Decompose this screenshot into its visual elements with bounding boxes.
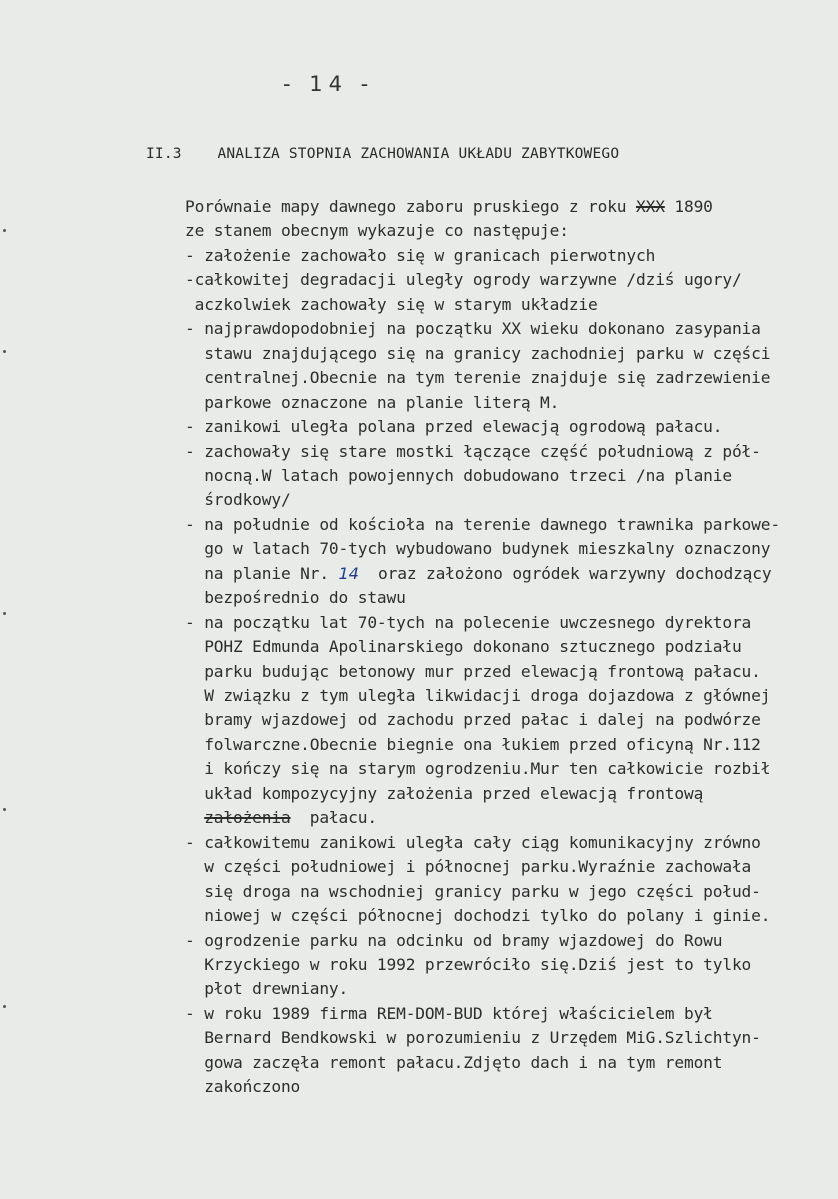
text-line: Bernard Bendkowski w porozumieniu z Urzędem MiG.Szlichtyn- <box>185 1028 761 1047</box>
text-line: - na początku lat 70-tych na polecenie uwczesnego dyrektora <box>185 613 752 632</box>
text-line: - założenie zachowało się w granicach pierwotnych <box>185 246 656 265</box>
binding-hole-mark <box>3 612 6 615</box>
text-line: - zanikowi uległa polana przed elewacją ogrodową pałacu. <box>185 417 723 436</box>
text-line: folwarczne.Obecnie biegnie ona łukiem przed oficyną Nr.112 <box>185 735 761 754</box>
text-line: bramy wjazdowej od zachodu przed pałac i dalej na podwórze <box>185 710 761 729</box>
text-line: -całkowitej degradacji uległy ogrody warzywne /dziś ugory/ <box>185 270 742 289</box>
binding-hole-mark <box>3 1005 6 1008</box>
text-line: aczkolwiek zachowały się w starym układzie <box>185 295 598 314</box>
text-line: - zachowały się stare mostki łączące część południową z pół- <box>185 442 761 461</box>
text-line: założenia pałacu. <box>204 808 377 827</box>
text-line: w części południowej i północnej parku.Wyraźnie zachowała <box>185 857 752 876</box>
text-line: - ogrodzenie parku na odcinku od bramy wjazdowej do Rowu <box>185 931 723 950</box>
text-line: W związku z tym uległa likwidacji droga dojazdowa z głównej <box>185 686 771 705</box>
text-line: parkowe oznaczone na planie literą M. <box>185 393 560 412</box>
handwritten-number: 14 <box>338 564 359 583</box>
binding-hole-mark <box>3 808 6 811</box>
text-line: centralnej.Obecnie na tym terenie znajduje się zadrzewienie <box>185 368 771 387</box>
binding-hole-mark <box>3 229 6 232</box>
text-line: bezpośrednio do stawu <box>185 588 406 607</box>
binding-hole-mark <box>3 350 6 353</box>
text-line: niowej w części północnej dochodzi tylko do polany i ginie. <box>185 906 771 925</box>
struck-out-text: XXX <box>636 197 665 216</box>
text-line: - całkowitemu zanikowi uległa cały ciąg komunikacyjny zrówno <box>185 833 761 852</box>
text-line: - najprawdopodobniej na początku XX wieku dokonano zasypania <box>185 319 761 338</box>
text-line: parku budując betonowy mur przed elewacją frontową pałacu. <box>185 662 761 681</box>
page-number: - 14 - <box>283 72 375 96</box>
text-line: i kończy się na starym ogrodzeniu.Mur ten całkowicie rozbił <box>185 759 771 778</box>
text-line: ze stanem obecnym wykazuje co następuje: <box>185 221 569 240</box>
text-line: się droga na wschodniej granicy parku w jego części połud- <box>185 882 761 901</box>
text-line: POHZ Edmunda Apolinarskiego dokonano sztucznego podziału <box>185 637 742 656</box>
text-line: na planie Nr. 14 oraz założono ogródek warzywny dochodzący <box>185 564 772 583</box>
text-line: - w roku 1989 firma REM-DOM-BUD której właścicielem był <box>185 1004 713 1023</box>
text-line: nocną.W latach powojennych dobudowano trzeci /na planie <box>185 466 732 485</box>
text-line: Krzyckiego w roku 1992 przewróciło się.Dziś jest to tylko <box>185 955 752 974</box>
text-line: zakończono <box>185 1077 301 1096</box>
text-line: układ kompozycyjny założenia przed elewacją frontową <box>185 784 704 803</box>
text-line: stawu znajdującego się na granicy zachodniej parku w części <box>185 344 771 363</box>
text-line: płot drewniany. <box>185 979 349 998</box>
text-line: - na południe od kościoła na terenie dawnego trawnika parkowe- <box>185 515 780 534</box>
section-heading: II.3 ANALIZA STOPNIA ZACHOWANIA UKŁADU ZABYTKOWEGO <box>146 146 620 162</box>
text-line: go w latach 70-tych wybudowano budynek mieszkalny oznaczony <box>185 539 771 558</box>
text-line: Porównaie mapy dawnego zaboru pruskiego z roku XXX 1890 <box>185 197 713 216</box>
text-line: środkowy/ <box>185 490 291 509</box>
struck-out-text: założenia <box>204 808 291 827</box>
text-line: gowa zaczęła remont pałacu.Zdjęto dach i na tym remont <box>185 1053 723 1072</box>
